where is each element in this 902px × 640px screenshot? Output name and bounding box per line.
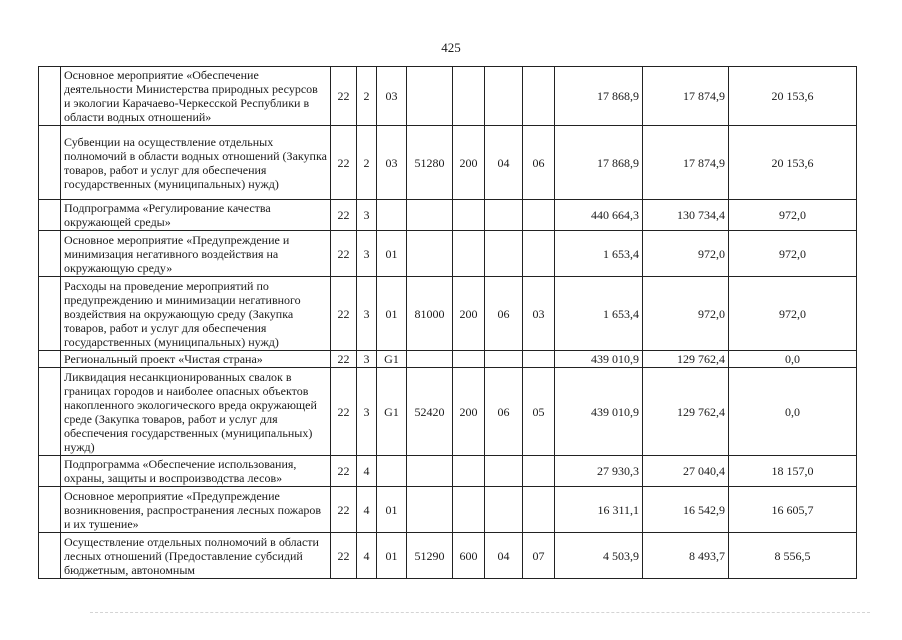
amount-2-cell: 129 762,4 — [643, 368, 729, 456]
amount-1-cell: 1 653,4 — [555, 277, 643, 351]
description-cell: Подпрограмма «Регулирование качества окружающей среды» — [61, 200, 331, 231]
direction-code-cell: 81000 — [407, 277, 453, 351]
subsection-cell: 07 — [523, 533, 555, 579]
expense-type-cell: 600 — [453, 533, 485, 579]
section-cell — [485, 456, 523, 487]
description-cell: Региональный проект «Чистая страна» — [61, 351, 331, 368]
subprogram-code-cell: 3 — [357, 351, 377, 368]
program-code-cell: 22 — [331, 200, 357, 231]
amount-2-cell: 17 874,9 — [643, 126, 729, 200]
program-code-cell: 22 — [331, 368, 357, 456]
section-cell — [485, 487, 523, 533]
event-code-cell: G1 — [377, 368, 407, 456]
expense-type-cell — [453, 456, 485, 487]
amount-2-cell: 16 542,9 — [643, 487, 729, 533]
amount-1-cell: 17 868,9 — [555, 67, 643, 126]
amount-1-cell: 439 010,9 — [555, 368, 643, 456]
section-cell: 06 — [485, 277, 523, 351]
table-row — [39, 67, 857, 126]
direction-code-cell: 51290 — [407, 533, 453, 579]
expense-type-cell — [453, 200, 485, 231]
direction-code-cell — [407, 351, 453, 368]
description-cell: Субвенции на осуществление отдельных полномочий в области водных отношений (Закупка товаров, работ и услуг для обеспечения государственных (муниципальных) нужд) — [61, 126, 331, 200]
description-cell: Основное мероприятие «Обеспечение деятельности Министерства природных ресурсов и экологии Карачаево-Черкесской Республики в области водных отношений» — [61, 67, 331, 126]
description-cell: Основное мероприятие «Предупреждение и минимизация негативного воздействия на окружающую среду» — [61, 231, 331, 277]
amount-2-cell: 130 734,4 — [643, 200, 729, 231]
direction-code-cell — [407, 487, 453, 533]
section-cell — [485, 351, 523, 368]
event-code-cell: 03 — [377, 126, 407, 200]
table-row — [39, 487, 857, 533]
section-cell: 04 — [485, 533, 523, 579]
amount-1-cell: 1 653,4 — [555, 231, 643, 277]
subprogram-code-cell: 3 — [357, 200, 377, 231]
expense-type-cell: 200 — [453, 368, 485, 456]
program-code-cell: 22 — [331, 533, 357, 579]
table-row — [39, 231, 857, 277]
amount-3-cell: 20 153,6 — [729, 126, 857, 200]
subprogram-code-cell: 3 — [357, 231, 377, 277]
amount-1-cell: 4 503,9 — [555, 533, 643, 579]
event-code-cell: 01 — [377, 231, 407, 277]
row-number-cell — [39, 200, 61, 231]
subsection-cell — [523, 351, 555, 368]
subprogram-code-cell: 4 — [357, 533, 377, 579]
description-cell: Основное мероприятие «Предупреждение возникновения, распространения лесных пожаров и их тушение» — [61, 487, 331, 533]
amount-3-cell: 8 556,5 — [729, 533, 857, 579]
direction-code-cell: 51280 — [407, 126, 453, 200]
amount-3-cell: 972,0 — [729, 277, 857, 351]
event-code-cell — [377, 456, 407, 487]
expense-type-cell: 200 — [453, 277, 485, 351]
direction-code-cell: 52420 — [407, 368, 453, 456]
page-number: 425 — [441, 40, 461, 55]
amount-1-cell: 27 930,3 — [555, 456, 643, 487]
event-code-cell — [377, 200, 407, 231]
amount-1-cell: 439 010,9 — [555, 351, 643, 368]
table-row — [39, 533, 857, 579]
program-code-cell: 22 — [331, 351, 357, 368]
amount-1-cell: 16 311,1 — [555, 487, 643, 533]
row-number-cell — [39, 533, 61, 579]
expense-type-cell — [453, 351, 485, 368]
amount-3-cell: 18 157,0 — [729, 456, 857, 487]
row-number-cell — [39, 351, 61, 368]
direction-code-cell — [407, 67, 453, 126]
amount-3-cell: 0,0 — [729, 368, 857, 456]
subsection-cell — [523, 487, 555, 533]
subsection-cell — [523, 67, 555, 126]
subprogram-code-cell: 4 — [357, 487, 377, 533]
section-cell — [485, 231, 523, 277]
row-number-cell — [39, 456, 61, 487]
table-row — [39, 200, 857, 231]
row-number-cell — [39, 277, 61, 351]
amount-3-cell: 16 605,7 — [729, 487, 857, 533]
amount-3-cell: 0,0 — [729, 351, 857, 368]
subprogram-code-cell: 3 — [357, 277, 377, 351]
event-code-cell: G1 — [377, 351, 407, 368]
table-row — [39, 368, 857, 456]
table-row — [39, 277, 857, 351]
program-code-cell: 22 — [331, 487, 357, 533]
section-cell: 04 — [485, 126, 523, 200]
amount-3-cell: 972,0 — [729, 200, 857, 231]
program-code-cell: 22 — [331, 126, 357, 200]
event-code-cell: 03 — [377, 67, 407, 126]
table-row — [39, 456, 857, 487]
subsection-cell: 03 — [523, 277, 555, 351]
amount-2-cell: 129 762,4 — [643, 351, 729, 368]
amount-2-cell: 972,0 — [643, 231, 729, 277]
event-code-cell: 01 — [377, 487, 407, 533]
section-cell — [485, 67, 523, 126]
bottom-scan-line — [90, 612, 870, 613]
expense-type-cell — [453, 231, 485, 277]
subsection-cell: 05 — [523, 368, 555, 456]
description-cell: Подпрограмма «Обеспечение использования, охраны, защиты и воспроизводства лесов» — [61, 456, 331, 487]
subsection-cell — [523, 456, 555, 487]
direction-code-cell — [407, 456, 453, 487]
row-number-cell — [39, 231, 61, 277]
program-code-cell: 22 — [331, 277, 357, 351]
expense-type-cell: 200 — [453, 126, 485, 200]
subprogram-code-cell: 2 — [357, 67, 377, 126]
row-number-cell — [39, 67, 61, 126]
program-code-cell: 22 — [331, 231, 357, 277]
amount-2-cell: 17 874,9 — [643, 67, 729, 126]
description-cell: Расходы на проведение мероприятий по предупреждению и минимизации негативного воздействия на окружающую среду (Закупка товаров, работ и услуг для обеспечения государственных (муниципальных) нужд) — [61, 277, 331, 351]
subsection-cell: 06 — [523, 126, 555, 200]
subprogram-code-cell: 2 — [357, 126, 377, 200]
event-code-cell: 01 — [377, 533, 407, 579]
budget-table — [38, 66, 857, 579]
amount-2-cell: 8 493,7 — [643, 533, 729, 579]
event-code-cell: 01 — [377, 277, 407, 351]
amount-3-cell: 20 153,6 — [729, 67, 857, 126]
program-code-cell: 22 — [331, 456, 357, 487]
description-cell: Осуществление отдельных полномочий в области лесных отношений (Предоставление субсидий бюджетным, автономным — [61, 533, 331, 579]
amount-2-cell: 972,0 — [643, 277, 729, 351]
direction-code-cell — [407, 200, 453, 231]
subprogram-code-cell: 4 — [357, 456, 377, 487]
section-cell: 06 — [485, 368, 523, 456]
subprogram-code-cell: 3 — [357, 368, 377, 456]
section-cell — [485, 200, 523, 231]
subsection-cell — [523, 200, 555, 231]
expense-type-cell — [453, 67, 485, 126]
description-cell: Ликвидация несанкционированных свалок в границах городов и наиболее опасных объектов накопленного экологического вреда окружающей среде (Закупка товаров, работ и услуг для обеспечения государственных (муниципальных) нужд) — [61, 368, 331, 456]
expense-type-cell — [453, 487, 485, 533]
program-code-cell: 22 — [331, 67, 357, 126]
amount-2-cell: 27 040,4 — [643, 456, 729, 487]
row-number-cell — [39, 368, 61, 456]
amount-3-cell: 972,0 — [729, 231, 857, 277]
row-number-cell — [39, 126, 61, 200]
subsection-cell — [523, 231, 555, 277]
direction-code-cell — [407, 231, 453, 277]
amount-1-cell: 17 868,9 — [555, 126, 643, 200]
table-row — [39, 351, 857, 368]
table-row — [39, 126, 857, 200]
amount-1-cell: 440 664,3 — [555, 200, 643, 231]
row-number-cell — [39, 487, 61, 533]
